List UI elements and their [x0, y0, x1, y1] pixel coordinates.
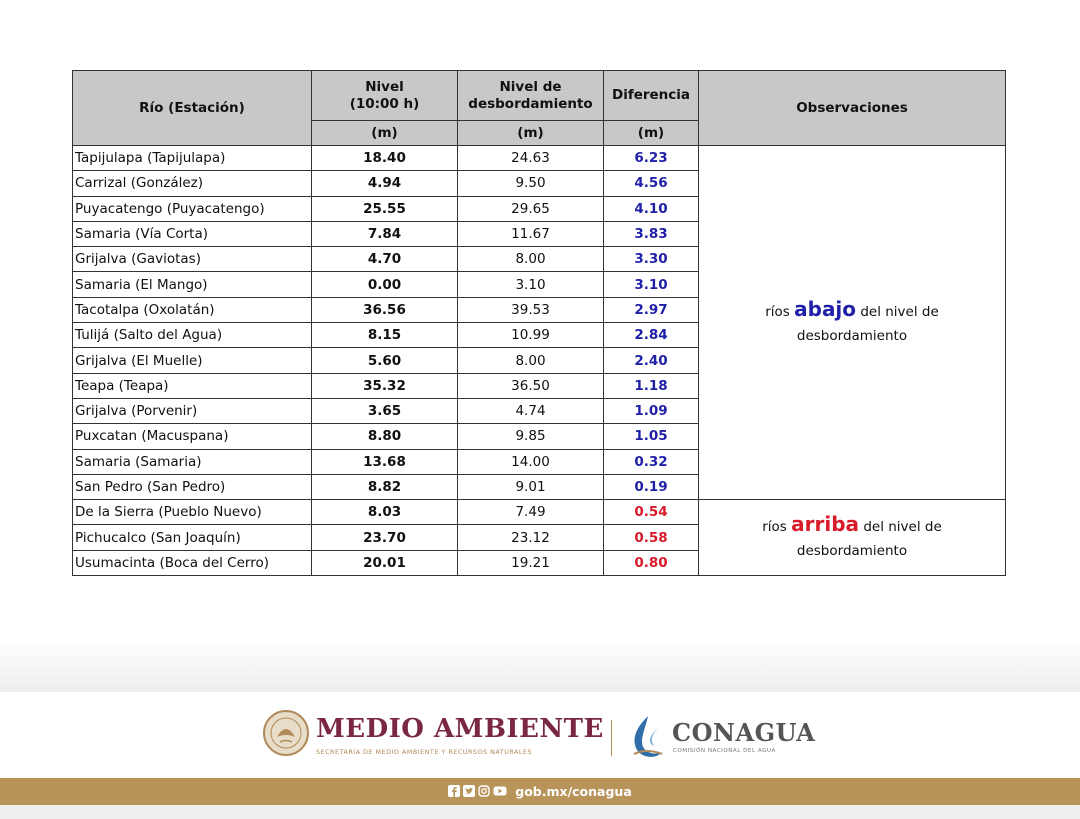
overflow-level-cell: 8.00 [458, 348, 604, 373]
level-cell: 8.03 [312, 500, 458, 525]
river-cell: Puyacatengo (Puyacatengo) [73, 196, 312, 221]
brand-divider [611, 720, 612, 756]
river-cell: Tapijulapa (Tapijulapa) [73, 146, 312, 171]
obs-pre: ríos [765, 304, 790, 321]
overflow-level-cell: 3.10 [458, 272, 604, 297]
overflow-level-cell: 19.21 [458, 550, 604, 575]
instagram-icon[interactable] [478, 782, 490, 801]
difference-cell: 2.40 [604, 348, 699, 373]
difference-cell: 3.83 [604, 221, 699, 246]
header-level-line1: Nivel [365, 78, 404, 95]
river-cell: Usumacinta (Boca del Cerro) [73, 550, 312, 575]
overflow-level-cell: 39.53 [458, 297, 604, 322]
overflow-level-cell: 9.01 [458, 474, 604, 499]
bottom-strip [0, 805, 1080, 819]
obs-post: del nivel de [860, 304, 939, 321]
national-seal-icon [262, 709, 310, 757]
observation-below [699, 146, 1006, 500]
observation-above [699, 500, 1006, 576]
difference-cell: 2.97 [604, 297, 699, 322]
river-cell: Tacotalpa (Oxolatán) [73, 297, 312, 322]
river-cell: Samaria (Vía Corta) [73, 221, 312, 246]
header-obs: Observaciones [699, 71, 1006, 146]
level-cell: 8.15 [312, 323, 458, 348]
ministry-subtitle: SECRETARÍA DE MEDIO AMBIENTE Y RECURSOS NATURALES [316, 748, 533, 756]
level-cell: 20.01 [312, 550, 458, 575]
twitter-icon[interactable] [463, 782, 475, 801]
difference-cell: 4.10 [604, 196, 699, 221]
agency-title: CONAGUA [672, 718, 816, 747]
river-cell: Puxcatan (Macuspana) [73, 424, 312, 449]
ministry-title: MEDIO AMBIENTE [316, 714, 604, 744]
obs-keyword: abajo [794, 297, 857, 322]
overflow-level-cell: 7.49 [458, 500, 604, 525]
level-cell: 7.84 [312, 221, 458, 246]
obs-keyword: arriba [791, 512, 860, 537]
river-cell: Samaria (Samaria) [73, 449, 312, 474]
level-cell: 23.70 [312, 525, 458, 550]
level-cell: 0.00 [312, 272, 458, 297]
overflow-level-cell: 24.63 [458, 146, 604, 171]
footer-fade [0, 640, 1080, 692]
river-cell: Pichucalco (San Joaquín) [73, 525, 312, 550]
youtube-icon[interactable] [493, 782, 507, 801]
obs-pre: ríos [762, 519, 787, 536]
header-diff-unit: (m) [604, 121, 699, 146]
table-body [73, 146, 1006, 576]
agency-subtitle: COMISIÓN NACIONAL DEL AGUA [673, 748, 776, 754]
level-cell: 36.56 [312, 297, 458, 322]
obs-line2: desbordamiento [796, 328, 908, 345]
level-cell: 8.82 [312, 474, 458, 499]
level-cell: 8.80 [312, 424, 458, 449]
difference-cell: 0.54 [604, 500, 699, 525]
header-diff: Diferencia [604, 71, 699, 121]
header-overflow [458, 71, 604, 121]
facebook-icon[interactable] [448, 782, 460, 801]
header-overflow-line2: desbordamiento [468, 95, 593, 112]
overflow-level-cell: 14.00 [458, 449, 604, 474]
level-cell: 35.32 [312, 373, 458, 398]
obs-line2: desbordamiento [796, 543, 908, 560]
river-cell: Grijalva (El Muelle) [73, 348, 312, 373]
overflow-level-cell: 9.85 [458, 424, 604, 449]
level-cell: 18.40 [312, 146, 458, 171]
overflow-level-cell: 36.50 [458, 373, 604, 398]
river-cell: Grijalva (Porvenir) [73, 398, 312, 423]
overflow-level-cell: 8.00 [458, 247, 604, 272]
difference-cell: 3.10 [604, 272, 699, 297]
header-river: Río (Estación) [73, 71, 312, 146]
obs-post: del nivel de [863, 519, 942, 536]
difference-cell: 0.80 [604, 550, 699, 575]
difference-cell: 1.18 [604, 373, 699, 398]
difference-cell: 0.19 [604, 474, 699, 499]
level-cell: 25.55 [312, 196, 458, 221]
footer-url-link[interactable]: gob.mx/conagua [515, 784, 632, 799]
river-cell: Samaria (El Mango) [73, 272, 312, 297]
level-cell: 13.68 [312, 449, 458, 474]
level-cell: 5.60 [312, 348, 458, 373]
river-cell: Tulijá (Salto del Agua) [73, 323, 312, 348]
header-level-unit: (m) [312, 121, 458, 146]
river-cell: De la Sierra (Pueblo Nuevo) [73, 500, 312, 525]
river-cell: San Pedro (San Pedro) [73, 474, 312, 499]
difference-cell: 1.05 [604, 424, 699, 449]
level-cell: 4.94 [312, 171, 458, 196]
difference-cell: 1.09 [604, 398, 699, 423]
river-cell: Teapa (Teapa) [73, 373, 312, 398]
brand-row [0, 692, 1080, 778]
difference-cell: 6.23 [604, 146, 699, 171]
table-header [73, 71, 1006, 146]
header-overflow-unit: (m) [458, 121, 604, 146]
level-cell: 4.70 [312, 247, 458, 272]
river-levels-table-wrap [72, 70, 1005, 576]
overflow-level-cell: 4.74 [458, 398, 604, 423]
overflow-level-cell: 9.50 [458, 171, 604, 196]
overflow-level-cell: 29.65 [458, 196, 604, 221]
difference-cell: 0.32 [604, 449, 699, 474]
river-cell: Carrizal (González) [73, 171, 312, 196]
table-row [73, 146, 1006, 171]
overflow-level-cell: 23.12 [458, 525, 604, 550]
difference-cell: 3.30 [604, 247, 699, 272]
footer-bar [0, 778, 1080, 805]
difference-cell: 0.58 [604, 525, 699, 550]
river-cell: Grijalva (Gaviotas) [73, 247, 312, 272]
overflow-level-cell: 11.67 [458, 221, 604, 246]
level-cell: 3.65 [312, 398, 458, 423]
social-icons [448, 782, 507, 801]
table-row [73, 500, 1006, 525]
header-level-line2: (10:00 h) [349, 95, 420, 112]
conagua-logo-icon [628, 714, 666, 762]
header-overflow-line1: Nivel de [499, 78, 562, 95]
overflow-level-cell: 10.99 [458, 323, 604, 348]
difference-cell: 2.84 [604, 323, 699, 348]
river-levels-table [72, 70, 1006, 576]
difference-cell: 4.56 [604, 171, 699, 196]
header-level [312, 71, 458, 121]
